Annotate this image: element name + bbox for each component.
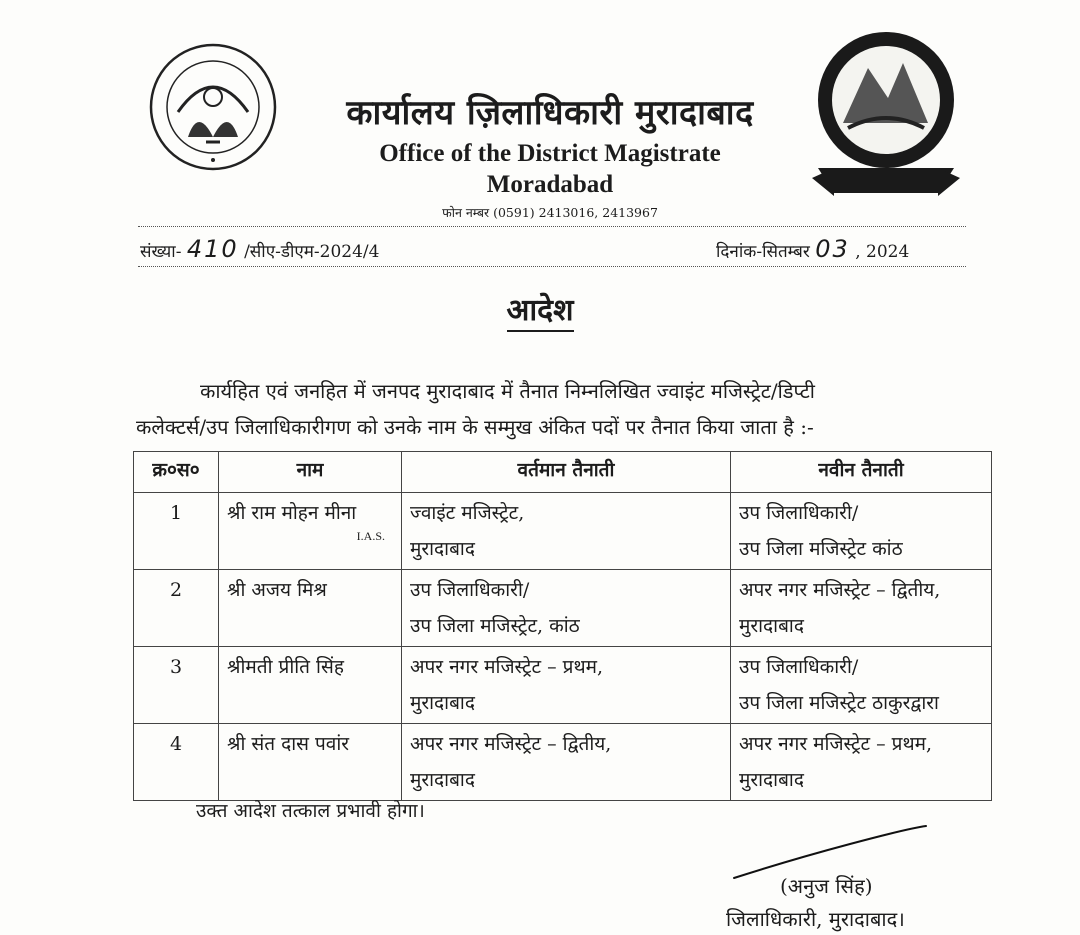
row-new-posting: [731, 493, 992, 570]
new-posting-line-2: उप जिला मजिस्ट्रेट कांठ: [739, 538, 903, 560]
new-posting-line-1: उप जिलाधिकारी/: [739, 502, 859, 524]
officer-name: श्रीमती प्रीति सिंह: [227, 656, 344, 678]
header-name: नाम: [219, 452, 402, 493]
office-city: Moradabad: [486, 171, 614, 198]
new-posting-line-1: अपर नगर मजिस्ट्रेट – प्रथम,: [739, 733, 933, 755]
row-serial: 3: [134, 647, 219, 724]
date-year: , 2024: [855, 242, 910, 262]
row-serial: 1: [134, 493, 219, 570]
row-current-posting: [402, 493, 731, 570]
reference-number-label: संख्या-: [140, 242, 182, 262]
order-intro-line-1: कार्यहित एवं जनहित में जनपद मुरादाबाद में तैनात निम्नलिखित ज्वाइंट मजिस्ट्रेट/डिप्टी: [200, 379, 815, 403]
phone-numbers: फोन नम्बर (0591) 2413016, 2413967: [442, 205, 658, 220]
row-current-posting: [402, 647, 731, 724]
office-title-english: Office of the District Magistrate: [379, 140, 721, 167]
transfer-table: [133, 451, 992, 801]
current-posting-line-1: अपर नगर मजिस्ट्रेट – प्रथम,: [410, 656, 604, 678]
row-name: [219, 493, 402, 570]
row-name: [219, 570, 402, 647]
new-posting-line-2: उप जिला मजिस्ट्रेट ठाकुरद्वारा: [739, 692, 939, 714]
row-serial: 2: [134, 570, 219, 647]
divider-top: [138, 226, 966, 227]
current-posting-line-2: मुरादाबाद: [410, 538, 475, 560]
officer-service: I.A.S.: [356, 529, 385, 543]
table-row: [134, 724, 992, 801]
row-name: [219, 647, 402, 724]
current-posting-line-2: मुरादाबाद: [410, 769, 475, 791]
row-new-posting: [731, 647, 992, 724]
order-closing-note: उक्त आदेश तत्काल प्रभावी होगा।: [196, 800, 425, 822]
header-serial: क्र०स०: [134, 452, 219, 493]
reference-number-suffix: /सीए-डीएम-2024/4: [244, 242, 380, 262]
header-current-posting: वर्तमान तैनाती: [402, 452, 731, 493]
new-posting-line-2: मुरादाबाद: [739, 769, 804, 791]
order-date: [716, 235, 909, 263]
date-label: दिनांक-सितम्बर: [716, 242, 810, 262]
current-posting-line-2: मुरादाबाद: [410, 692, 475, 714]
row-new-posting: [731, 724, 992, 801]
officer-name: श्री राम मोहन मीना: [227, 502, 357, 524]
current-posting-line-1: अपर नगर मजिस्ट्रेट – द्वितीय,: [410, 733, 612, 755]
signatory-name: (अनुज सिंह): [780, 874, 873, 898]
officer-name: श्री अजय मिश्र: [227, 579, 327, 601]
divider-bottom: [138, 266, 966, 267]
table-row: [134, 647, 992, 724]
row-new-posting: [731, 570, 992, 647]
row-current-posting: [402, 570, 731, 647]
order-intro-line-2: कलेक्टर्स/उप जिलाधिकारीगण को उनके नाम के सम्मुख अंकित पदों पर तैनात किया जाता है :-: [136, 415, 814, 439]
date-day: 03: [815, 235, 850, 263]
row-name: [219, 724, 402, 801]
row-serial: 4: [134, 724, 219, 801]
reference-number: [140, 235, 379, 263]
officer-name: श्री संत दास पवांर: [227, 733, 350, 755]
table-row: [134, 493, 992, 570]
reference-number-value: 410: [186, 235, 239, 263]
new-posting-line-1: उप जिलाधिकारी/: [739, 656, 859, 678]
current-posting-line-1: ज्वाइंट मजिस्ट्रेट,: [410, 502, 525, 524]
order-heading: [440, 288, 640, 329]
current-posting-line-1: उप जिलाधिकारी/: [410, 579, 530, 601]
table-header-row: [134, 452, 992, 493]
table-row: [134, 570, 992, 647]
current-posting-line-2: उप जिला मजिस्ट्रेट, कांठ: [410, 615, 580, 637]
new-posting-line-1: अपर नगर मजिस्ट्रेट – द्वितीय,: [739, 579, 941, 601]
kakori-centenary-emblem: [808, 28, 964, 210]
row-current-posting: [402, 724, 731, 801]
office-title-hindi: कार्यालय ज़िलाधिकारी मुरादाबाद: [346, 93, 754, 133]
new-posting-line-2: मुरादाबाद: [739, 615, 804, 637]
header-new-posting: नवीन तैनाती: [731, 452, 992, 493]
up-government-emblem: [148, 42, 278, 172]
order-heading-text: आदेश: [507, 293, 574, 332]
signatory-designation: जिलाधिकारी, मुरादाबाद।: [726, 907, 905, 931]
